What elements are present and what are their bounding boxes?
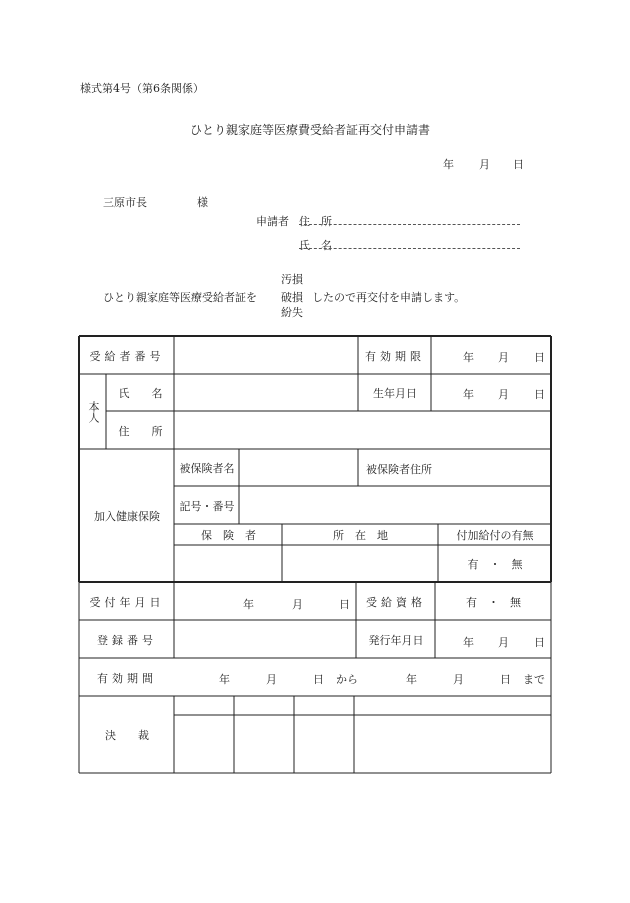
birth-date-label: 生年月日 bbox=[373, 387, 417, 400]
request-suffix: したので再交付を申請します。 bbox=[312, 291, 466, 304]
request-prefix: ひとり親家庭等医療受給者証を bbox=[103, 291, 257, 304]
health-insurance-label: 加入健康保険 bbox=[94, 510, 160, 523]
reception-date-label: 受付年月日 bbox=[89, 595, 165, 609]
approval-stamp-3[interactable] bbox=[295, 716, 354, 773]
reception-month: 月 bbox=[292, 598, 303, 611]
registration-number-label: 登録番号 bbox=[97, 633, 157, 647]
reception-year: 年 bbox=[243, 598, 254, 611]
insured-name-label: 被保険者名 bbox=[179, 462, 235, 475]
insurer-field[interactable] bbox=[175, 546, 282, 582]
date-month: 月 bbox=[479, 158, 490, 171]
request-option-damaged: 破損 bbox=[281, 291, 303, 304]
recipient-number-label: 受給者番号 bbox=[89, 349, 165, 363]
period-end-month: 月 bbox=[453, 673, 464, 686]
valid-period-label: 有効期間 bbox=[97, 671, 157, 685]
approval-stamp-2[interactable] bbox=[235, 716, 294, 773]
period-start-day: 日 bbox=[313, 673, 324, 686]
period-until: まで bbox=[523, 673, 545, 686]
approval-stamp-1[interactable] bbox=[175, 716, 234, 773]
honnin-label: 本人 bbox=[87, 401, 100, 423]
symbol-number-label: 記号・番号 bbox=[179, 499, 235, 513]
recipient-number-field[interactable] bbox=[175, 337, 358, 374]
valid-limit-year: 年 bbox=[463, 351, 474, 364]
valid-limit-day: 日 bbox=[534, 351, 545, 364]
approval-stamp-4[interactable] bbox=[355, 716, 551, 773]
applicant-name-label: 氏 名 bbox=[299, 239, 332, 252]
applicant-address-label: 住 所 bbox=[299, 215, 332, 228]
birth-day: 日 bbox=[534, 388, 545, 401]
insured-address-label: 被保険者住所 bbox=[366, 463, 432, 476]
form-title: ひとり親家庭等医療費受給者証再交付申請書 bbox=[190, 123, 431, 137]
period-end-year: 年 bbox=[406, 673, 417, 686]
insured-name-field[interactable] bbox=[240, 450, 358, 486]
issue-date-label: 発行年月日 bbox=[368, 633, 424, 647]
valid-limit-month: 月 bbox=[498, 351, 509, 364]
additional-benefit-label: 付加給付の有無 bbox=[456, 529, 534, 542]
eligibility-label: 受給資格 bbox=[366, 595, 426, 609]
date-year: 年 bbox=[443, 158, 454, 171]
issue-month: 月 bbox=[498, 636, 509, 649]
issue-year: 年 bbox=[463, 636, 474, 649]
address-label: 住 所 bbox=[118, 424, 163, 438]
issue-day: 日 bbox=[534, 636, 545, 649]
name-field[interactable] bbox=[175, 375, 358, 411]
reception-day: 日 bbox=[339, 598, 350, 611]
location-field[interactable] bbox=[283, 546, 438, 582]
registration-number-field[interactable] bbox=[175, 621, 356, 658]
addressee-sama: 様 bbox=[197, 196, 208, 209]
birth-year: 年 bbox=[463, 388, 474, 401]
address-field[interactable] bbox=[175, 412, 551, 449]
insurer-label: 保 険 者 bbox=[201, 529, 256, 542]
period-start-year: 年 bbox=[219, 673, 230, 686]
request-option-lost: 紛失 bbox=[281, 306, 303, 319]
symbol-number-field[interactable] bbox=[240, 487, 551, 524]
approval-label: 決 裁 bbox=[105, 729, 149, 742]
eligibility-choice[interactable]: 有 ・ 無 bbox=[466, 595, 521, 609]
period-from: から bbox=[336, 673, 358, 686]
name-label: 氏 名 bbox=[118, 387, 163, 400]
valid-limit-label: 有効期限 bbox=[365, 349, 425, 363]
date-day: 日 bbox=[513, 158, 524, 171]
form-number: 様式第4号（第6条関係） bbox=[80, 82, 204, 95]
location-label: 所 在 地 bbox=[333, 529, 388, 542]
period-end-day: 日 bbox=[500, 673, 511, 686]
additional-benefit-choice[interactable]: 有 ・ 無 bbox=[467, 558, 523, 571]
addressee-mayor: 三原市長 bbox=[103, 196, 147, 209]
applicant-label: 申請者 bbox=[256, 215, 289, 228]
birth-month: 月 bbox=[498, 388, 509, 401]
period-start-month: 月 bbox=[266, 673, 277, 686]
request-option-soiled: 汚損 bbox=[281, 273, 303, 286]
